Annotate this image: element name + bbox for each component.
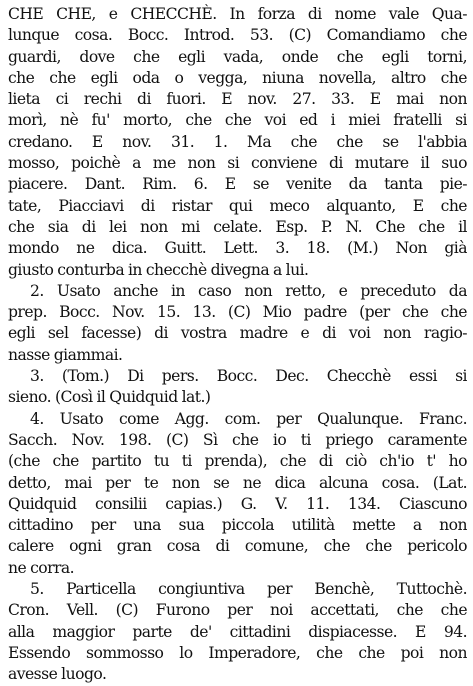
text-line: che sia di lei non mi celate. Esp. P. N. Che che il [8, 217, 467, 236]
sense-5-paragraph [8, 579, 467, 685]
text-line: calere ogni gran cosa di comune, che che pericolo [8, 537, 467, 556]
text-line: ne corra. [8, 558, 75, 577]
text-line: sieno. (Così il Quidquid lat.) [8, 388, 211, 407]
text-line: 4. Usato come Agg. com. per Qualunque. Franc. [30, 409, 467, 428]
text-line: (che che partito tu ti prenda), che di ciò ch'io t' ho [8, 452, 467, 471]
text-line: CHE CHE, e CHECCHÈ. In forza di nome vale Qua- [8, 5, 467, 23]
text-line: 2. Usato anche in caso non retto, e preceduto da [30, 281, 467, 300]
text-line: cittadino per una sua piccola utilità mette a non [8, 516, 467, 535]
text-line: Sacch. Nov. 198. (C) Sì che io ti priego caramente [8, 430, 467, 449]
text-line: mosso, poichè a me non si conviene di mutare il suo [8, 154, 467, 173]
text-line: 3. (Tom.) Di pers. Bocc. Dec. Checchè essi si [30, 367, 467, 386]
text-line: egli sel facesse) di vostra madre e di voi non ragio- [8, 324, 467, 343]
text-line: Essendo sommosso lo Imperadore, che che poi non [8, 643, 467, 662]
sense-2-paragraph [8, 281, 467, 366]
text-line: 5. Particella congiuntiva per Benchè, Tuttochè. [30, 580, 467, 599]
text-line: giusto conturba in checchè divegna a lui. [8, 260, 309, 279]
text-line: Cron. Vell. (C) Furono per noi accettati, che che [8, 601, 467, 620]
text-line: piacere. Dant. Rim. 6. E se venite da tanta pie- [8, 175, 467, 194]
text-line: detto, mai per te non se ne dica alcuna cosa. (Lat. [8, 473, 467, 492]
text-line: lunque cosa. Bocc. Introd. 53. (C) Comandiamo che [8, 26, 467, 45]
text-line: morì, nè fu' morto, che che voi ed i miei fratelli si [8, 111, 467, 130]
text-line: tate, Piacciavi di ristar qui meco alquanto, E che [8, 196, 467, 215]
entry-paragraph [8, 4, 467, 281]
text-line: credano. E nov. 31. 1. Ma che che se l'abbia [8, 132, 467, 151]
sense-4-paragraph [8, 409, 467, 579]
text-line: avesse luogo. [8, 665, 107, 684]
text-line: che che egli oda o vegga, niuna novella, altro che [8, 68, 467, 87]
text-line: lieta ci rechi di fuori. E nov. 27. 33. E mai non [8, 90, 467, 109]
text-line: alla maggior parte de' cittadini dispiacesse. E 94. [8, 622, 467, 641]
text-line: nasse giammai. [8, 345, 123, 364]
sense-3-paragraph [8, 366, 467, 409]
text-line: prep. Bocc. Nov. 15. 13. (C) Mio padre (per che che [8, 303, 467, 322]
text-line: guardi, dove che egli vada, onde che egli torni, [8, 47, 467, 66]
text-line: mondo ne dica. Guitt. Lett. 3. 18. (M.) Non già [8, 239, 467, 258]
text-line: Quidquid consilii capias.) G. V. 11. 134. Ciascuno [8, 494, 467, 513]
